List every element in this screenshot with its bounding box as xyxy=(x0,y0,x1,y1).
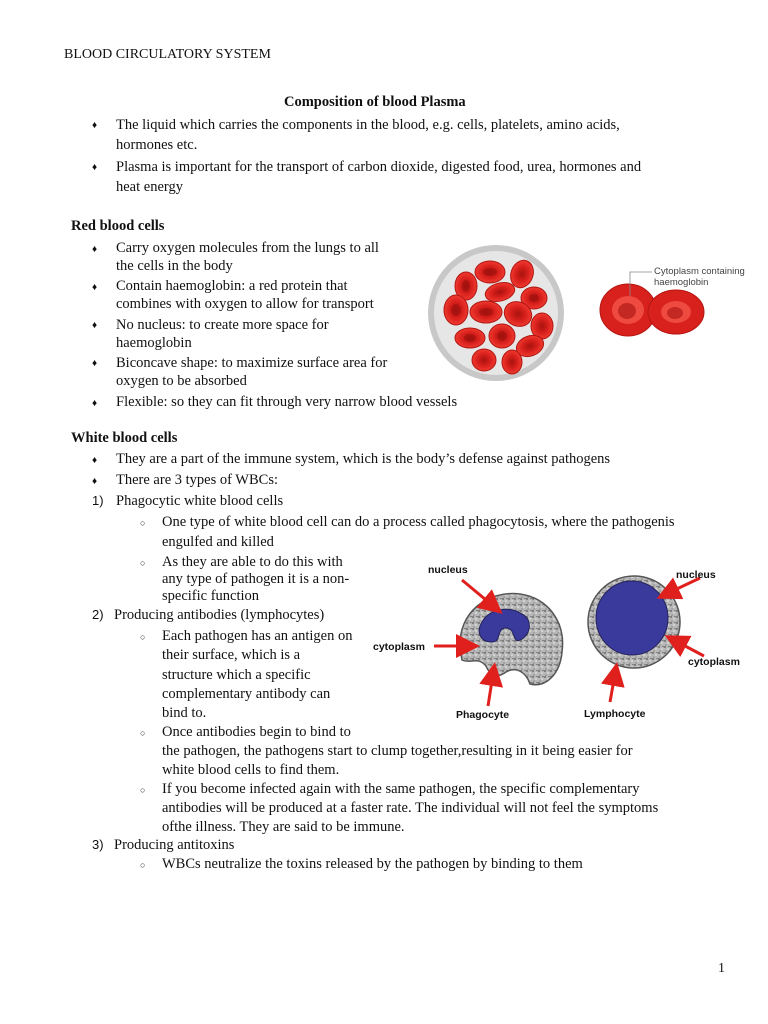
sub-bullet-icon: ○ xyxy=(140,518,146,528)
rbc-bullet-5: Flexible: so they can fit through very narrow blood vessels xyxy=(116,394,458,410)
rbc-heading: Red blood cells xyxy=(71,218,165,234)
document-header: BLOOD CIRCULATORY SYSTEM xyxy=(64,47,271,62)
label-leader-line xyxy=(626,270,656,300)
lymphocyte-label: Lymphocyte xyxy=(584,708,646,720)
rbc-bullet-3-line-1: No nucleus: to create more space for xyxy=(116,317,329,333)
wbc-bullet-1: They are a part of the immune system, which is the body’s defense against pathogens xyxy=(116,451,611,467)
bullet-icon: ♦ xyxy=(92,476,98,487)
sub-bullet-icon: ○ xyxy=(140,728,146,738)
cytoplasm-label-right: cytoplasm xyxy=(688,656,740,668)
wbc-sub-4-line-2: the pathogen, the pathogens start to clump together,resulting in it being easier for xyxy=(162,743,633,759)
bullet-icon: ♦ xyxy=(92,358,98,369)
wbc-sub-3-line-3: structure which a specific xyxy=(162,667,311,683)
bullet-icon: ♦ xyxy=(92,398,98,409)
wbc-bullet-2: There are 3 types of WBCs: xyxy=(116,472,279,488)
wbc-type-1: Phagocytic white blood cells xyxy=(116,493,284,509)
wbc-sub-5-line-2: antibodies will be produced at a faster rate. The individual will not feel the symptoms xyxy=(162,800,659,816)
plasma-bullet-2-line-2: heat energy xyxy=(116,179,183,195)
bullet-icon: ♦ xyxy=(92,120,98,131)
nucleus-label-right: nucleus xyxy=(676,569,716,581)
page-number: 1 xyxy=(718,961,725,976)
phagocyte-lymphocyte-figure xyxy=(370,556,760,728)
wbc-sub-3-line-4: complementary antibody can xyxy=(162,686,331,702)
plasma-bullet-1-line-2: hormones etc. xyxy=(116,137,198,153)
bullet-icon: ♦ xyxy=(92,244,98,255)
wbc-sub-3-line-5: bind to. xyxy=(162,705,207,721)
list-number: 1) xyxy=(92,493,104,508)
cytoplasm-label-line-1: Cytoplasm containing xyxy=(654,266,745,277)
rbc-bullet-4-line-2: oxygen to be absorbed xyxy=(116,373,247,389)
wbc-sub-5-line-1: If you become infected again with the same pathogen, the specific complementary xyxy=(162,781,640,797)
rbc-bullet-1-line-1: Carry oxygen molecules from the lungs to all xyxy=(116,240,379,256)
cytoplasm-label-left: cytoplasm xyxy=(373,641,425,653)
wbc-sub-1-line-1: One type of white blood cell can do a process called phagocytosis, where the pathogenis xyxy=(162,514,675,530)
nucleus-label-left: nucleus xyxy=(428,564,468,576)
cytoplasm-label xyxy=(654,266,745,288)
cytoplasm-label-line-2: haemoglobin xyxy=(654,277,709,288)
plasma-heading: Composition of blood Plasma xyxy=(284,94,466,110)
bullet-icon: ♦ xyxy=(92,282,98,293)
wbc-sub-1-line-2: engulfed and killed xyxy=(162,534,274,550)
sub-bullet-icon: ○ xyxy=(140,860,146,870)
sub-bullet-icon: ○ xyxy=(140,785,146,795)
wbc-sub-5-line-3: ofthe illness. They are said to be immune. xyxy=(162,819,405,835)
sub-bullet-icon: ○ xyxy=(140,632,146,642)
wbc-heading: White blood cells xyxy=(71,430,178,446)
wbc-sub-2-line-2: any type of pathogen it is a non- xyxy=(162,571,350,587)
wbc-type-3: Producing antitoxins xyxy=(114,837,235,853)
wbc-type-2: Producing antibodies (lymphocytes) xyxy=(114,607,325,623)
wbc-sub-3-line-1: Each pathogen has an antigen on xyxy=(162,628,353,644)
rbc-bullet-1-line-2: the cells in the body xyxy=(116,258,233,274)
rbc-bullet-2-line-2: combines with oxygen to allow for transport xyxy=(116,296,374,312)
bullet-icon: ♦ xyxy=(92,320,98,331)
sub-bullet-icon: ○ xyxy=(140,558,146,568)
wbc-sub-2-line-1: As they are able to do this with xyxy=(162,554,343,570)
phagocyte-label: Phagocyte xyxy=(456,709,510,721)
list-number: 3) xyxy=(92,837,104,852)
list-number: 2) xyxy=(92,607,104,622)
plasma-bullet-2-line-1: Plasma is important for the transport of carbon dioxide, digested food, urea, hormones and xyxy=(116,159,642,175)
plasma-bullet-1-line-1: The liquid which carries the components in the blood, e.g. cells, platelets, amino acids, xyxy=(116,117,620,133)
wbc-sub-6: WBCs neutralize the toxins released by the pathogen by binding to them xyxy=(162,856,583,872)
rbc-bullet-4-line-1: Biconcave shape: to maximize surface area for xyxy=(116,355,388,371)
wbc-sub-4-line-3: white blood cells to find them. xyxy=(162,762,340,778)
rbc-bullet-2-line-1: Contain haemoglobin: a red protein that xyxy=(116,278,348,294)
red-blood-cells-dish-illustration xyxy=(426,240,566,386)
bullet-icon: ♦ xyxy=(92,455,98,466)
bullet-icon: ♦ xyxy=(92,162,98,173)
rbc-bullet-3-line-2: haemoglobin xyxy=(116,335,192,351)
wbc-sub-3-line-2: their surface, which is a xyxy=(162,647,301,663)
wbc-sub-4-line-1: Once antibodies begin to bind to xyxy=(162,724,351,740)
wbc-sub-2-line-3: specific function xyxy=(162,588,260,604)
